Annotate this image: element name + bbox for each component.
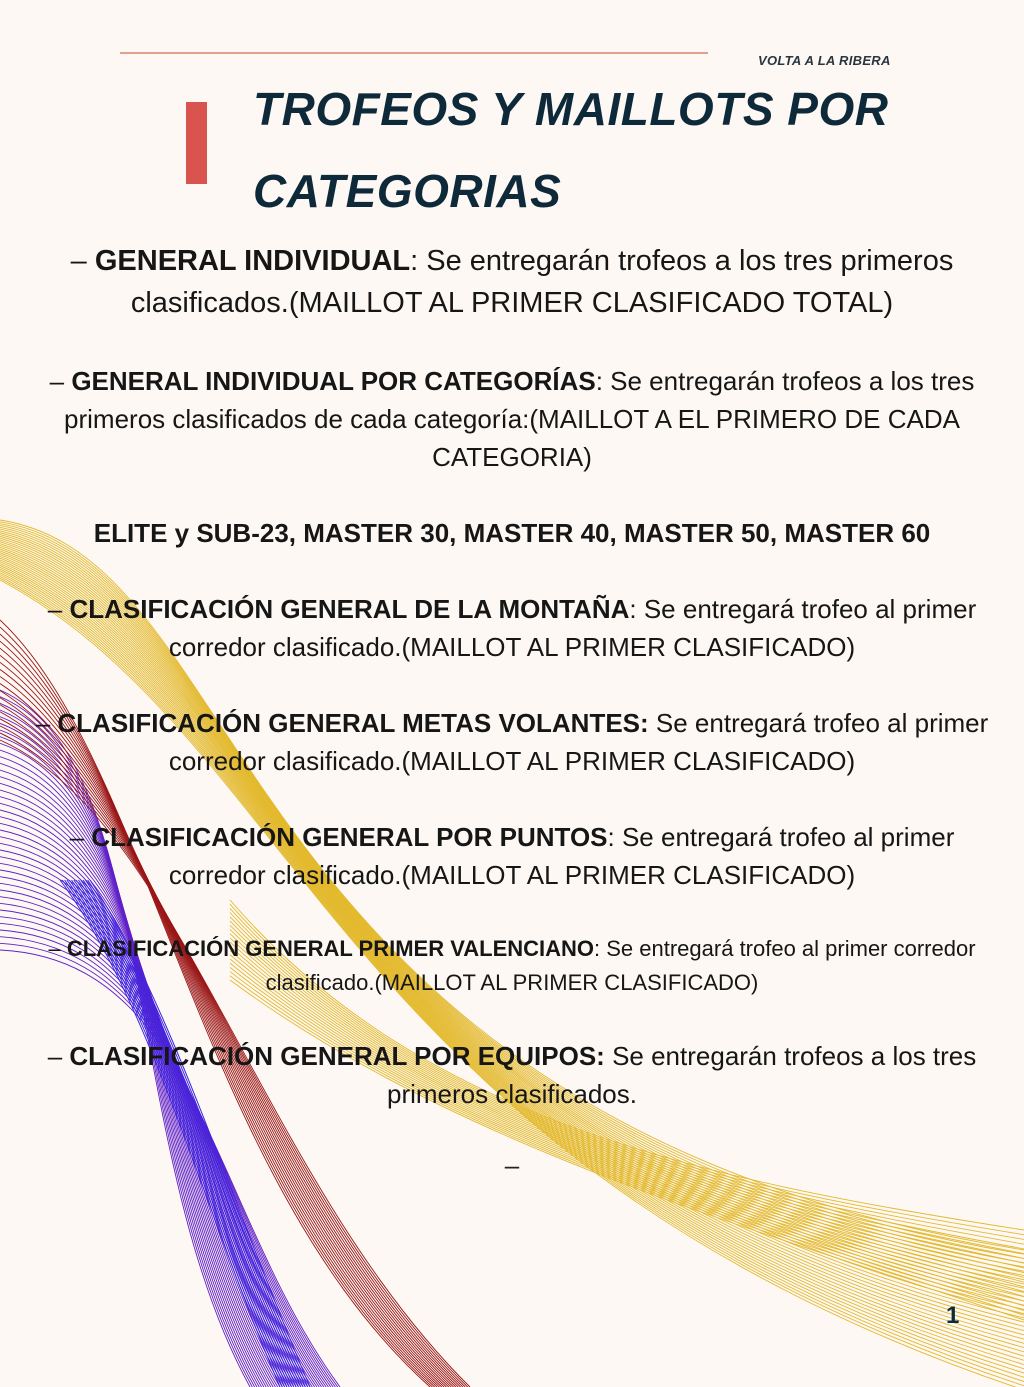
section-primer-valenciano <box>30 932 994 1000</box>
section-prefix: – <box>48 936 67 961</box>
section-text: : Se entregará trofeo al primer corredor clasificado.(MAILLOT AL PRIMER CLASIFICADO) <box>168 822 955 890</box>
page-title-line-1: TROFEOS Y MAILLOTS POR <box>253 83 889 135</box>
section-text: : Se entregará trofeo al primer corredor clasificado.(MAILLOT AL PRIMER CLASIFICADO) <box>265 936 976 995</box>
section-heading: GENERAL INDIVIDUAL POR CATEGORÍAS <box>71 366 596 396</box>
section-prefix: – <box>47 1041 70 1071</box>
section-heading: CLASIFICACIÓN GENERAL POR PUNTOS <box>91 822 608 852</box>
brand-label: VOLTA A LA RIBERA <box>758 53 891 68</box>
section-metas-volantes <box>30 704 994 780</box>
section-heading: GENERAL INDIVIDUAL <box>94 245 411 277</box>
section-text: Se entregarán trofeos a los tres primeros clasificados. <box>387 1041 977 1109</box>
section-prefix: – <box>35 708 58 738</box>
page-title-line-2: CATEGORIAS <box>253 165 562 217</box>
section-heading: ELITE y SUB-23, MASTER 30, MASTER 40, MASTER 50, MASTER 60 <box>93 518 931 548</box>
trailing-dash: – <box>504 1150 520 1180</box>
section-text: Se entregará trofeo al primer corredor clasificado.(MAILLOT AL PRIMER CLASIFICADO) <box>168 708 989 776</box>
section-prefix: – <box>70 245 95 277</box>
section-montana <box>30 590 994 666</box>
section-heading: CLASIFICACIÓN GENERAL DE LA MONTAÑA <box>69 594 630 624</box>
section-prefix: – <box>47 594 70 624</box>
page-number: 1 <box>946 1302 960 1329</box>
section-general-individual-categorias <box>30 362 994 476</box>
section-categories-list <box>30 514 994 552</box>
section-heading: CLASIFICACIÓN GENERAL METAS VOLANTES: <box>57 708 649 738</box>
section-equipos <box>30 1037 994 1113</box>
section-text: : Se entregará trofeo al primer corredor clasificado.(MAILLOT AL PRIMER CLASIFICADO) <box>168 594 977 662</box>
section-text: : Se entregarán trofeos a los tres primeros clasificados.(MAILLOT AL PRIMER CLASIFICADO TOTAL) <box>130 245 954 319</box>
section-general-individual <box>30 240 994 324</box>
section-prefix: – <box>49 366 72 396</box>
section-heading: CLASIFICACIÓN GENERAL POR EQUIPOS: <box>69 1041 605 1071</box>
section-text: : Se entregarán trofeos a los tres primeros clasificados de cada categoría:(MAILLOT A EL PRIMERO DE CADA CATEGORIA) <box>64 366 975 472</box>
section-puntos <box>30 818 994 894</box>
section-prefix: – <box>69 822 92 852</box>
section-heading: CLASIFICACIÓN GENERAL PRIMER VALENCIANO <box>66 936 595 961</box>
